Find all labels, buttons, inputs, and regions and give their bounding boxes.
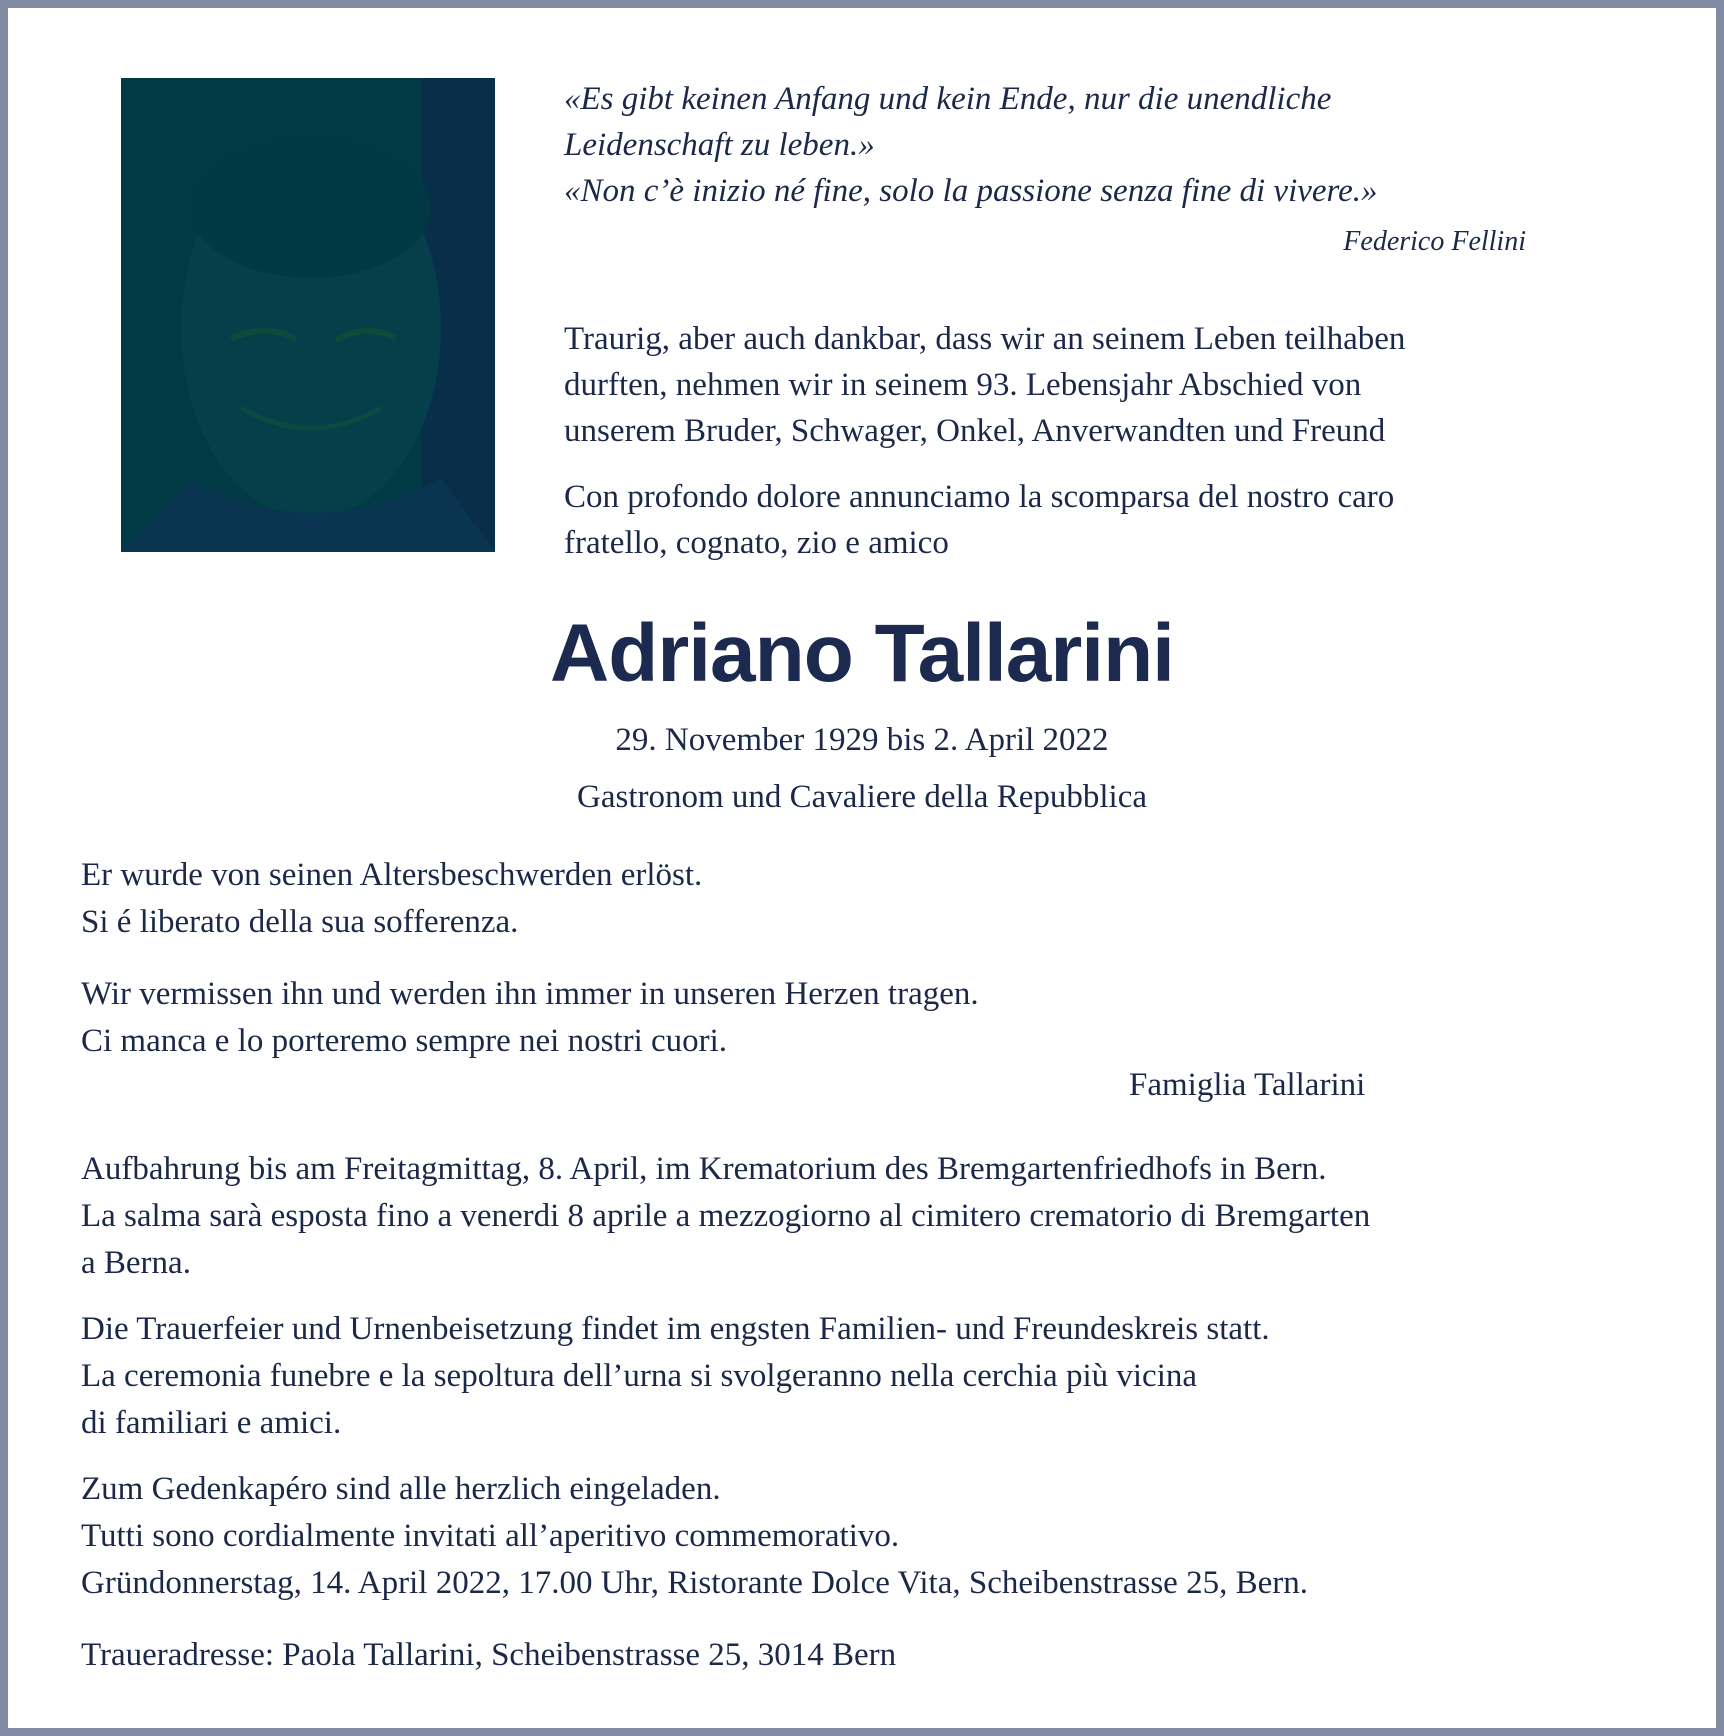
relief-line: Er wurde von seinen Altersbeschwerden erlöst.	[81, 857, 703, 893]
relief-line: Si é liberato della sua sofferenza.	[81, 904, 519, 940]
aperitif-details	[81, 1466, 1641, 1607]
missing-line: Ci manca e lo porteremo sempre nei nostri cuori.	[81, 1023, 728, 1059]
missing-message	[81, 971, 1641, 1065]
deceased-name: Adriano Tallarini	[550, 608, 1174, 699]
intro-german-line: Traurig, aber auch dankbar, dass wir an seinem Leben teilhaben	[564, 321, 1406, 357]
intro-german-line: durften, nehmen wir in seinem 93. Lebensjahr Abschied von	[564, 367, 1362, 403]
intro-italian-line: fratello, cognato, zio e amico	[564, 525, 949, 561]
ceremony-details	[81, 1306, 1641, 1447]
aperitif-line: Tutti sono cordialmente invitati all’aperitivo commemorativo.	[81, 1518, 900, 1554]
fellini-quote	[564, 76, 1544, 214]
portrait-photo	[121, 78, 495, 552]
intro-italian	[564, 474, 1574, 566]
intro-italian-line: Con profondo dolore annunciamo la scomparsa del nostro caro	[564, 479, 1395, 515]
deceased-title: Gastronom und Cavaliere della Repubblica	[577, 779, 1147, 815]
quote-line-3: «Non c’è inizio né fine, solo la passione senza fine di vivere.»	[564, 173, 1378, 209]
viewing-line: La salma sarà esposta fino a venerdi 8 aprile a mezzogiorno al cimitero crematorio di Bremgarten	[81, 1198, 1371, 1234]
obituary-card	[8, 8, 1716, 1728]
ceremony-line: di familiari e amici.	[81, 1405, 342, 1441]
intro-german-line: unserem Bruder, Schwager, Onkel, Anverwandten und Freund	[564, 413, 1386, 449]
quote-author: Federico Fellini	[1343, 226, 1526, 257]
aperitif-line: Gründonnerstag, 14. April 2022, 17.00 Uhr, Ristorante Dolce Vita, Scheibenstrasse 25, Bern.	[81, 1565, 1308, 1601]
quote-line-2: Leidenschaft zu leben.»	[564, 127, 875, 163]
missing-line: Wir vermissen ihn und werden ihn immer in unseren Herzen tragen.	[81, 976, 979, 1012]
viewing-details	[81, 1146, 1641, 1287]
viewing-line: a Berna.	[81, 1245, 191, 1281]
mourning-address: Traueradresse: Paola Tallarini, Scheibenstrasse 25, 3014 Bern	[81, 1637, 897, 1673]
aperitif-line: Zum Gedenkapéro sind alle herzlich eingeladen.	[81, 1471, 721, 1507]
relief-message	[81, 852, 1641, 946]
ceremony-line: La ceremonia funebre e la sepoltura dell’urna si svolgeranno nella cerchia più vicina	[81, 1358, 1198, 1394]
portrait-image	[121, 78, 495, 552]
life-dates: 29. November 1929 bis 2. April 2022	[615, 722, 1109, 758]
intro-german	[564, 316, 1574, 454]
quote-line-1: «Es gibt keinen Anfang und kein Ende, nur die unendliche	[564, 81, 1332, 117]
family-signature: Famiglia Tallarini	[1129, 1067, 1366, 1103]
viewing-line: Aufbahrung bis am Freitagmittag, 8. April, im Krematorium des Bremgartenfriedhofs in Bern.	[81, 1151, 1327, 1187]
ceremony-line: Die Trauerfeier und Urnenbeisetzung findet im engsten Familien- und Freundeskreis statt.	[81, 1311, 1270, 1347]
